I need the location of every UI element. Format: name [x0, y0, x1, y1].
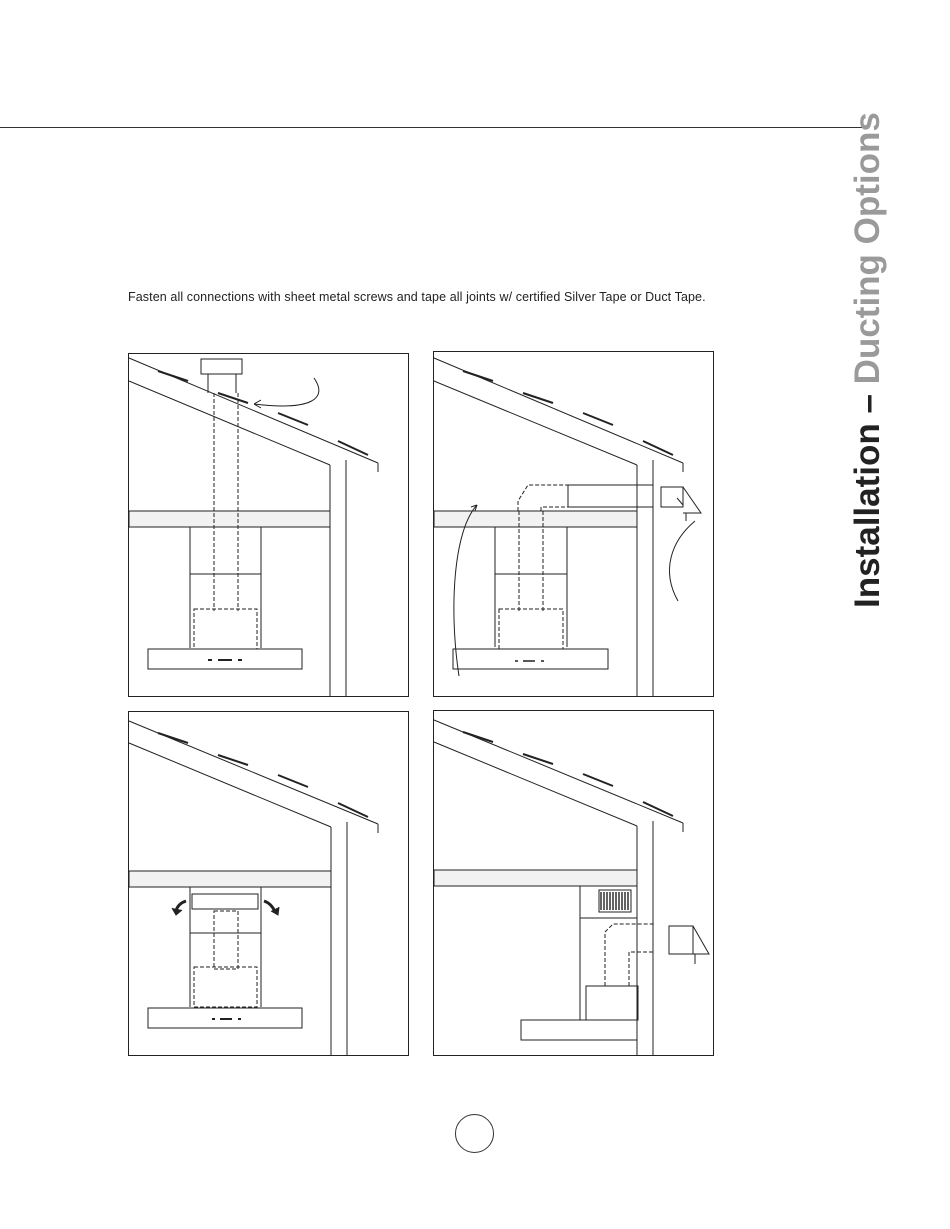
diagram-cabinet-vent [433, 710, 715, 1057]
page-number [455, 1114, 494, 1153]
section-title-main: Installation – [848, 394, 887, 608]
instruction-text: Fasten all connections with sheet metal screws and tape all joints w/ certified Silver Tape or Duct Tape. [128, 290, 706, 304]
section-title-sub: Ducting Options [848, 112, 887, 385]
section-title [848, 112, 888, 608]
diagram-wall-vent [433, 351, 715, 698]
header-rule [0, 127, 866, 128]
diagram-recirculating [128, 711, 410, 1057]
diagram-roof-vent [128, 353, 410, 698]
